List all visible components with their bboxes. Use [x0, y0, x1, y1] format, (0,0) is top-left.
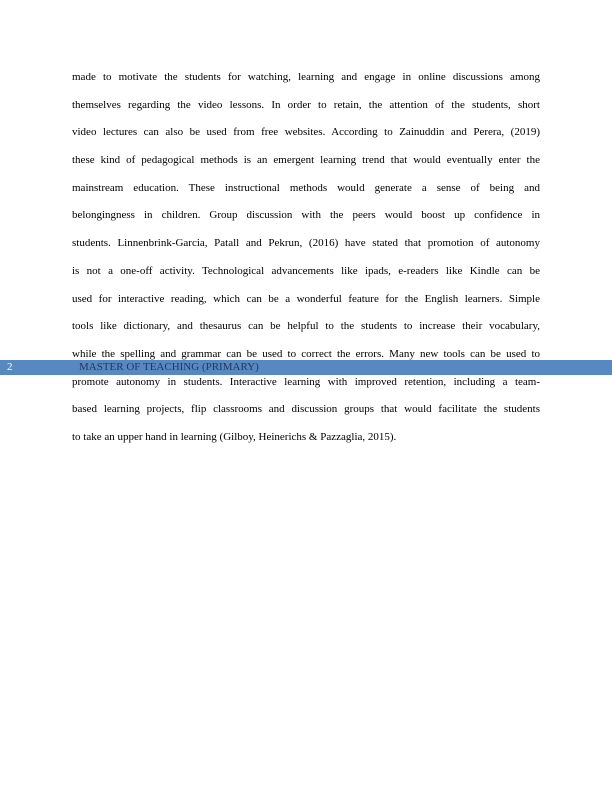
- paragraph-line: promote autonomy in students. Interactive learning with improved retention, including a team-: [72, 375, 540, 388]
- paragraph-line: to take an upper hand in learning (Gilboy, Heinerichs & Pazzaglia, 2015).: [72, 430, 397, 443]
- paragraph-line: mainstream education. These instructional methods would generate a sense of being and: [72, 181, 540, 194]
- paragraph-line: made to motivate the students for watching, learning and engage in online discussions among: [72, 71, 540, 83]
- paragraph-line: based learning projects, flip classrooms and discussion groups that would facilitate the students: [72, 403, 540, 416]
- paragraph-line: belongingness in children. Group discussion with the peers would boost up confidence in: [72, 209, 540, 222]
- paragraph-line: themselves regarding the video lessons. In order to retain, the attention of the students, short: [72, 98, 540, 111]
- paragraph-line: while the spelling and grammar can be used to correct the errors. Many new tools can be used to: [72, 347, 540, 360]
- running-head: MASTER OF TEACHING (PRIMARY): [79, 361, 259, 373]
- page-number: 2: [7, 361, 13, 373]
- paragraph-line: video lectures can also be used from free websites. According to Zainuddin and Perera, (2019): [72, 126, 540, 139]
- paragraph-line: used for interactive reading, which can be a wonderful feature for the English learners. Simple: [72, 292, 540, 305]
- body-paragraph: [72, 64, 540, 452]
- paragraph-line: students. Linnenbrink-Garcia, Patall and Pekrun, (2016) have stated that promotion of autonomy: [72, 237, 540, 250]
- paragraph-line: is not a one-off activity. Technological advancements like ipads, e-readers like Kindle can be: [72, 264, 540, 277]
- paragraph-line: these kind of pedagogical methods is an emergent learning trend that would eventually enter the: [72, 154, 540, 167]
- paragraph-line: tools like dictionary, and thesaurus can be helpful to the students to increase their vocabulary,: [72, 320, 540, 333]
